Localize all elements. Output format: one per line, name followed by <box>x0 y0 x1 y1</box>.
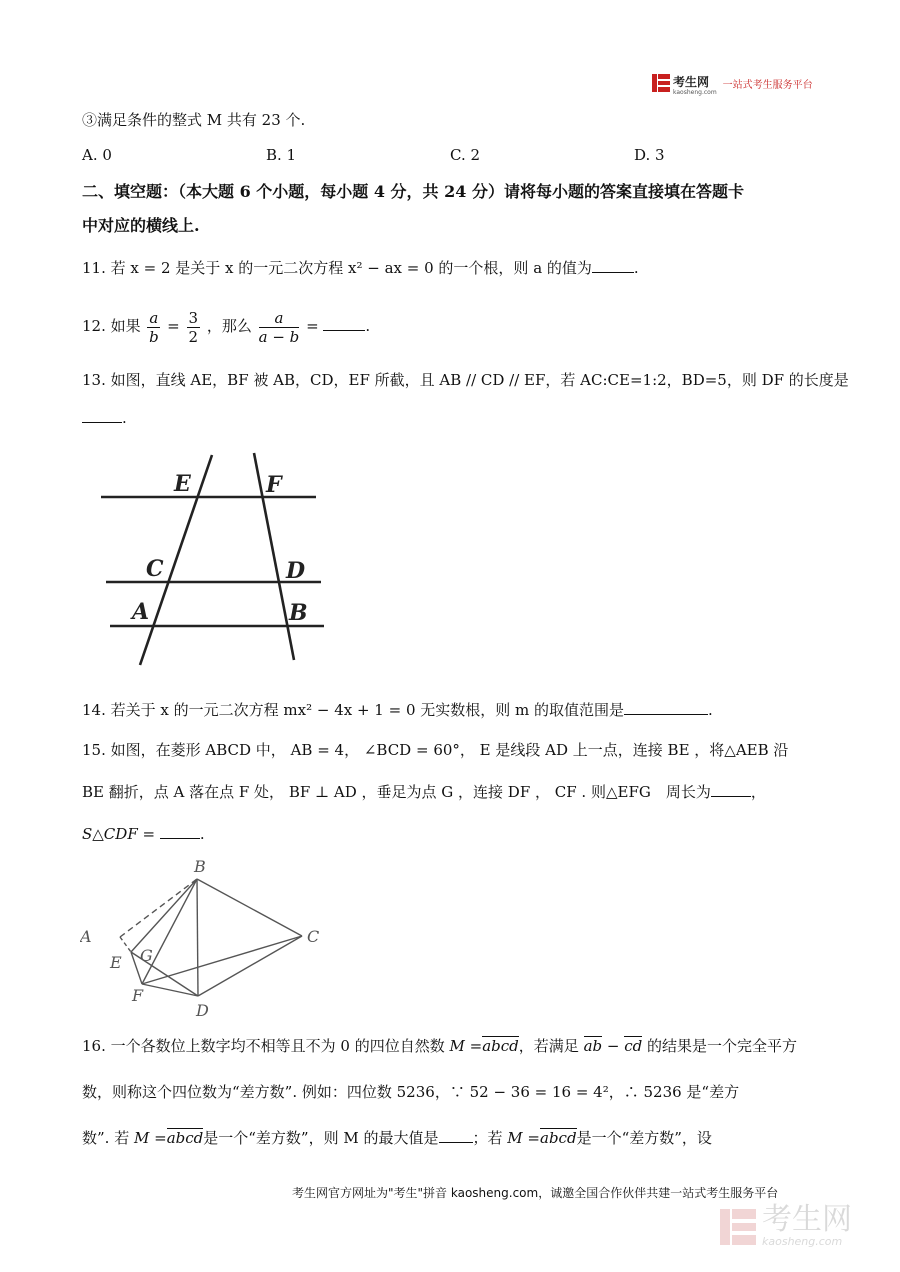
q10-option-c: C. 2 <box>450 146 481 164</box>
question-14 <box>82 700 713 720</box>
q11-period: . <box>633 259 639 277</box>
watermark-name: 考生网 <box>762 1202 852 1237</box>
fig15-label-b: B <box>194 858 206 876</box>
logo-slogan: 一站式考生服务平台 <box>722 79 813 91</box>
footer-text: 考生网官方网址为"考生"拼音 kaosheng.com，诚邀全国合作伙伴共建一站式考生服务平台 <box>292 1186 779 1200</box>
q12-f1-num: a <box>149 308 159 327</box>
fig15-label-a: A <box>80 927 92 946</box>
q12-eq: = <box>167 317 180 335</box>
q15-line2-comma: ， <box>750 783 766 801</box>
fig15-label-f: F <box>132 986 144 1005</box>
q16-l1-a: 16. 一个各数位上数字均不相等且不为 0 的四位自然数 <box>82 1037 445 1055</box>
q16-text-line2: 数，则称这个四位数为“差方数”. 例如：四位数 5236，∵ 52 − 36 = 16 = 4²，∴ 5236 是“差方 <box>82 1083 740 1101</box>
logo-name: 考生网 <box>673 74 710 89</box>
q12-eq2: = <box>306 317 319 335</box>
q16-l1-abcd: abcd <box>482 1037 519 1055</box>
q15-text-line2 <box>82 782 766 802</box>
fig15-label-d: D <box>196 1001 209 1020</box>
q15-text-line1: 15. 如图，在菱形 ABCD 中， AB = 4， ∠BCD = 60°， E 是线段 AD 上一点，连接 BE ，将△AEB 沿 <box>82 741 789 759</box>
q15-answer-blank-2[interactable] <box>160 824 200 839</box>
logo-icon <box>652 74 670 92</box>
fig15-line-fc <box>142 936 302 984</box>
fig15-line-ae-dashed <box>120 937 131 952</box>
fig15-label-g: G <box>140 946 153 965</box>
q12-f3-den: a − b <box>258 327 300 346</box>
q14-answer-blank[interactable] <box>624 700 708 715</box>
fig13-label-c: C <box>146 556 164 582</box>
q16-l3-a: 数”. 若 <box>82 1129 130 1147</box>
q16-text-line1 <box>82 1036 797 1056</box>
q16-l1-c: 的结果是一个完全平方 <box>647 1037 798 1055</box>
logo-text <box>670 71 717 96</box>
q16-l3-abcd: abcd <box>166 1129 204 1147</box>
q15-line3-period: . <box>199 825 205 843</box>
q14-text: 14. 若关于 x 的一元二次方程 mx² − 4x + 1 = 0 无实数根，则 m 的取值范围是 <box>82 701 625 719</box>
q10-option-d: D. 3 <box>634 146 665 164</box>
q12-mid: ，那么 <box>206 317 252 335</box>
q16-l1-m: M = <box>449 1037 483 1055</box>
q16-l3-b: 是一个“差方数”，则 M 的最大值是 <box>203 1129 439 1147</box>
section2-heading-line1: 二、填空题：（本大题 6 个小题，每小题 4 分，共 24 分）请将每小题的答案直接填在答题卡 <box>82 182 744 201</box>
q16-l3-c: ；若 <box>472 1129 503 1147</box>
q16-l1-cd: cd <box>624 1037 643 1055</box>
q12-fraction-3-over-2 <box>187 309 201 346</box>
figure-15 <box>80 858 330 1023</box>
q12-f1-den: b <box>149 327 159 346</box>
q13-text-line2 <box>82 408 127 428</box>
section2-heading-line2: 中对应的横线上. <box>82 216 200 235</box>
q12-f2-den: 2 <box>188 327 199 346</box>
header-logo <box>652 72 813 94</box>
q10-option-a: A. 0 <box>82 146 112 164</box>
q15-text-line3 <box>82 824 205 844</box>
fig15-line-bd <box>197 879 198 996</box>
q11-answer-blank[interactable] <box>592 258 634 273</box>
fig13-label-a: A <box>132 599 150 625</box>
q10-statement-3: ③满足条件的整式 M 共有 23 个. <box>82 111 306 129</box>
watermark-logo-icon <box>720 1208 756 1246</box>
q12-fraction-a-over-b <box>147 309 160 346</box>
watermark-text <box>756 1202 852 1248</box>
q15-area-label: S△CDF = <box>82 825 156 843</box>
fig15-label-c: C <box>307 927 320 946</box>
q16-l1-ab: ab <box>583 1037 603 1055</box>
q12-answer-blank[interactable] <box>323 316 365 331</box>
q16-l1-minus: − <box>606 1037 620 1055</box>
fig15-label-e: E <box>110 953 122 972</box>
q13-period: . <box>122 409 127 427</box>
q16-l1-b: ，若满足 <box>518 1037 579 1055</box>
figure-13 <box>96 450 336 672</box>
question-11 <box>82 258 639 278</box>
fig13-label-f: F <box>266 472 282 498</box>
q13-text-line1: 13. 如图，直线 AE，BF 被 AB，CD，EF 所截，且 AB // CD // EF，若 AC:CE=1:2，BD=5，则 DF 的长度是 <box>82 371 849 389</box>
q15-line2-text: BE 翻折，点 A 落在点 F 处， BF ⊥ AD ，垂足为点 G ，连接 DF ， CF . 则△EFG 周长为 <box>82 783 711 801</box>
q14-period: . <box>708 701 713 719</box>
q13-answer-blank[interactable] <box>82 408 122 423</box>
watermark-domain: kaosheng.com <box>762 1235 843 1248</box>
watermark <box>720 1202 852 1248</box>
fig13-label-b: B <box>289 600 308 626</box>
q12-pre: 12. 如果 <box>82 317 141 335</box>
fig15-line-ab-dashed <box>120 879 197 937</box>
q12-period: . <box>365 317 371 335</box>
q16-l3-d: 是一个“差方数”，设 <box>576 1129 712 1147</box>
fig15-line-bc <box>197 879 302 936</box>
q16-l3-m: M = <box>134 1129 167 1147</box>
q16-answer-blank-1[interactable] <box>439 1128 473 1143</box>
q16-l3-m2: M = <box>507 1129 540 1147</box>
q16-l3-abcd2: abcd <box>540 1129 577 1147</box>
q12-f2-num: 3 <box>188 308 199 327</box>
q16-text-line3 <box>82 1128 712 1148</box>
fig13-label-e: E <box>174 471 191 497</box>
fig15-line-cd <box>198 936 302 996</box>
question-12 <box>82 306 370 346</box>
q12-f3-num: a <box>259 309 300 328</box>
q12-fraction-a-over-a-minus-b <box>259 309 300 346</box>
q10-option-b: B. 1 <box>266 146 297 164</box>
fig13-label-d: D <box>286 558 306 584</box>
q11-text: 11. 若 x = 2 是关于 x 的一元二次方程 x² − ax = 0 的一个根，则 a 的值为 <box>82 259 592 277</box>
q15-answer-blank-1[interactable] <box>711 782 751 797</box>
logo-domain: kaosheng.com <box>673 88 717 96</box>
